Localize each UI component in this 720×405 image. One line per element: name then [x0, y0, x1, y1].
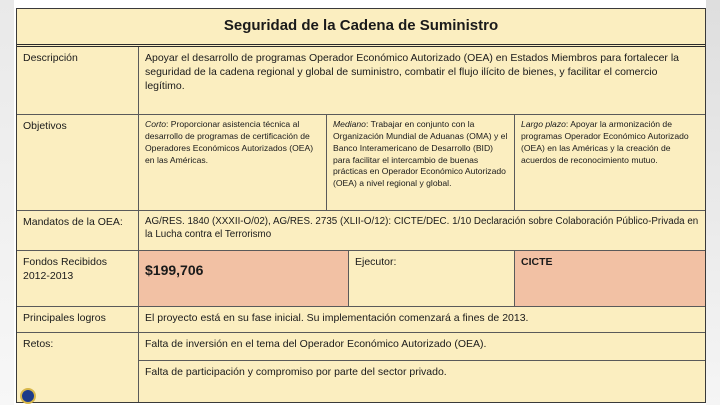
left-decoration: [0, 0, 14, 405]
right-decoration: [706, 0, 720, 405]
ejecutor-label: Ejecutor:: [349, 251, 515, 307]
objetivo-mediano: [327, 115, 515, 211]
descripcion-label: Descripción: [17, 47, 139, 115]
descripcion-text: Apoyar el desarrollo de programas Operador Económico Autorizado (OEA) en Estados Miembros para fortalecer la seguridad de la cadena regional y global de suministro, combatir el flujo ilícito de bienes, y facilitar el comercio legítimo.: [139, 47, 705, 115]
objetivo-corto-term: Corto: [145, 119, 167, 129]
logros-label: Principales logros: [17, 307, 139, 333]
objetivo-corto: [139, 115, 327, 211]
reto-item: Falta de inversión en el tema del Operador Económico Autorizado (OEA).: [139, 333, 705, 361]
objetivo-corto-text: : Proporcionar asistencia técnica al desarrollo de programas de certificación de Operadores Económicos Autorizados (OEA) en las Américas.: [145, 119, 314, 165]
table-title: Seguridad de la Cadena de Suministro: [17, 9, 705, 47]
project-table: [16, 8, 706, 403]
objetivo-mediano-text: : Trabajar en conjunto con la Organización Mundial de Aduanas (OMA) y el Banco Interamericano de Desarrollo (BID) para facilitar el intercambio de buenas prácticas en Operador Económico Autorizado (OEA) a nivel regional y global.: [333, 119, 508, 189]
oas-seal-icon: [20, 388, 36, 404]
fondos-label: Fondos Recibidos 2012-2013: [17, 251, 139, 307]
logros-text: El proyecto está en su fase inicial. Su implementación comenzará a fines de 2013.: [139, 307, 705, 333]
ejecutor-value: CICTE: [515, 251, 705, 307]
objetivo-largo-term: Largo plazo: [521, 119, 566, 129]
fondos-amount: $199,706: [139, 251, 349, 307]
retos-label: Retos:: [17, 333, 139, 402]
objetivo-mediano-term: Mediano: [333, 119, 366, 129]
mandatos-label: Mandatos de la OEA:: [17, 211, 139, 251]
objetivos-label: Objetivos: [17, 115, 139, 211]
reto-item: Falta de participación y compromiso por parte del sector privado.: [145, 366, 447, 378]
mandatos-text: AG/RES. 1840 (XXXII-O/02), AG/RES. 2735 (XLII-O/12): CICTE/DEC. 1/10 Declaración sobre Colaboración Público-Privada en la Lucha contra el Terrorismo: [139, 211, 705, 251]
objetivo-largo: [515, 115, 705, 211]
objetivo-largo-text: : Apoyar la armonización de programas Operador Económico Autorizado (OEA) en las Américas y la creación de acuerdos de reconocimiento mutuo.: [521, 119, 689, 165]
